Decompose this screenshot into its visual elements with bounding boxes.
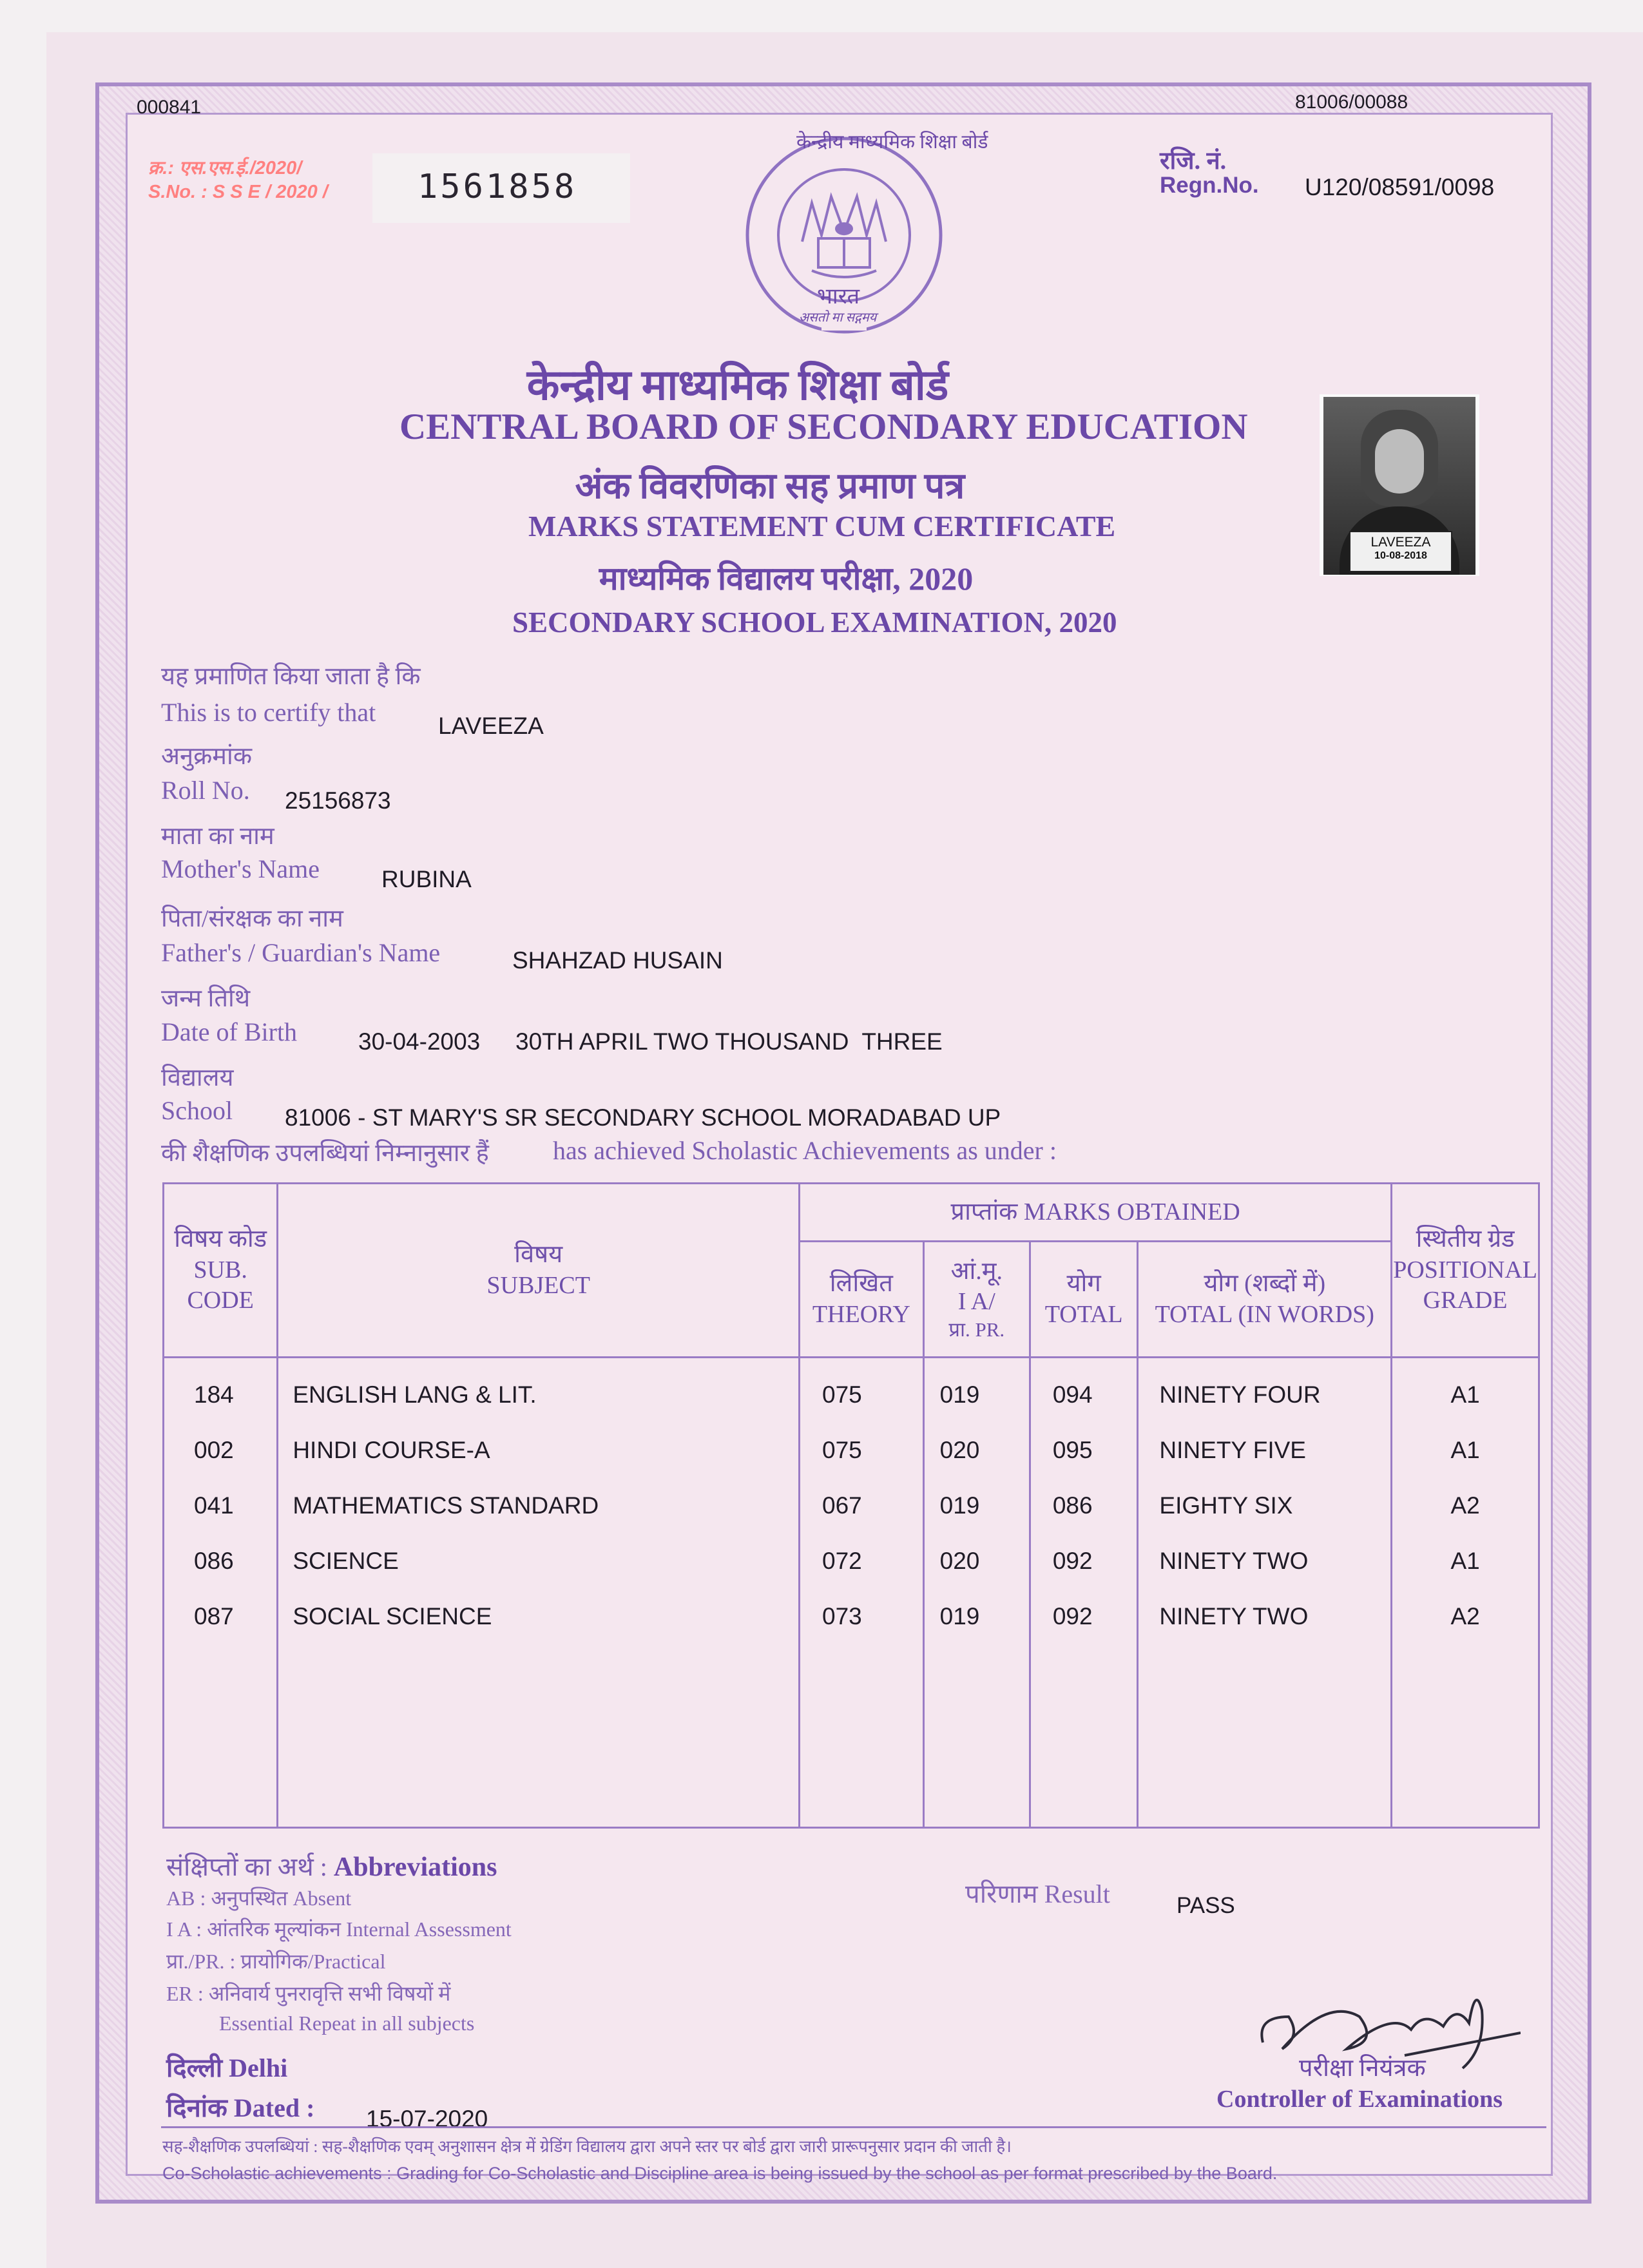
abbr-er2: Essential Repeat in all subjects <box>219 2012 475 2035</box>
col-grade <box>1392 1358 1539 1828</box>
certify-english: This is to certify that <box>161 698 376 727</box>
code-cell: 087 <box>194 1603 234 1629</box>
subject-cell: HINDI COURSE-A <box>293 1437 490 1463</box>
header-grade-en1: POSITIONAL <box>1393 1256 1537 1283</box>
subject-cell: SOCIAL SCIENCE <box>293 1603 492 1629</box>
ia-cell: 020 <box>939 1548 980 1574</box>
left-serial: 000841 <box>137 97 202 118</box>
header-grade-en2: GRADE <box>1423 1287 1508 1314</box>
words-cell: NINETY TWO <box>1159 1548 1309 1574</box>
code-cell: 041 <box>194 1492 234 1519</box>
father-hindi: पिता/संरक्षक का नाम <box>161 905 343 932</box>
table-body-row <box>164 1358 1539 1828</box>
date-value: 15-07-2020 <box>366 2106 488 2132</box>
ia-cell: 020 <box>939 1437 980 1463</box>
place-hindi: दिल्ली <box>166 2053 223 2082</box>
result-label-hindi: परिणाम <box>965 1879 1038 1908</box>
sno-hindi: क्र.: एस.एस.ई./2020/ <box>148 158 302 178</box>
col-total <box>1030 1358 1138 1828</box>
achieved-hindi: की शैक्षणिक उपलब्धियां निम्नानुसार हैं <box>161 1140 489 1167</box>
title-cert-english: MARKS STATEMENT CUM CERTIFICATE <box>528 510 1116 543</box>
mother-hindi: माता का नाम <box>161 823 274 850</box>
mother-english: Mother's Name <box>161 854 320 883</box>
note-hindi: सह-शैक्षणिक उपलब्धियां : सह-शैक्षणिक एवम् अनुशासन क्षेत्र में ग्रेडिंग विद्यालय द्वारा अपने स्तर पर बोर्ड द्वारा जारी प्रारूपनुसार प्रदान की जाती है। <box>162 2137 1012 2156</box>
regn-value: U120/08591/0098 <box>1305 174 1495 200</box>
words-cell: NINETY FOUR <box>1159 1381 1321 1408</box>
title-board-hindi: केन्द्रीय माध्यमिक शिक्षा बोर्ड <box>526 362 949 409</box>
ia-cell: 019 <box>939 1381 980 1408</box>
father-value: SHAHZAD HUSAIN <box>512 947 723 974</box>
place <box>166 2049 287 2084</box>
abbreviations-title <box>166 1848 497 1883</box>
dob-english: Date of Birth <box>161 1017 298 1046</box>
dated-english: Dated : <box>233 2093 315 2122</box>
header-theory-hindi: लिखित <box>829 1270 893 1297</box>
controller-hindi: परीक्षा नियंत्रक <box>1299 2055 1426 2082</box>
theory-cell: 067 <box>822 1492 862 1519</box>
header-sub-code <box>164 1184 278 1358</box>
header-total <box>1030 1242 1138 1358</box>
candidate-photo <box>1320 394 1479 576</box>
header-marks-english: MARKS OBTAINED <box>1023 1198 1240 1225</box>
total-cell: 086 <box>1052 1492 1093 1519</box>
photo-date: 10-08-2018 <box>1374 550 1427 561</box>
grade-cell: A2 <box>1450 1603 1480 1629</box>
result-label <box>965 1875 1110 1910</box>
regn-hindi: रजि. नं. <box>1160 148 1227 175</box>
col-words <box>1138 1358 1392 1828</box>
total-cell: 092 <box>1052 1603 1093 1629</box>
col-theory <box>800 1358 924 1828</box>
header-subject-hindi: विषय <box>514 1241 563 1268</box>
roll-english: Roll No. <box>161 776 250 805</box>
col-ia <box>923 1358 1030 1828</box>
father-english: Father's / Guardian's Name <box>161 938 441 967</box>
title-board-english: CENTRAL BOARD OF SECONDARY EDUCATION <box>399 407 1248 447</box>
abbr-ia: I A : आंतरिक मूल्यांकन Internal Assessment <box>166 1917 512 1941</box>
dated-hindi: दिनांक <box>166 2093 227 2122</box>
title-cert-hindi: अंक विवरणिका सह प्रमाण पत्र <box>575 466 965 506</box>
header-total-hindi: योग <box>1066 1270 1101 1297</box>
abbr-pr: प्रा./PR. : प्रायोगिक/Practical <box>166 1950 386 1973</box>
theory-cell: 075 <box>822 1381 862 1408</box>
total-cell: 092 <box>1052 1548 1093 1574</box>
header-words-english: TOTAL (IN WORDS) <box>1155 1300 1374 1328</box>
achieved-english: has achieved Scholastic Achievements as under : <box>553 1136 1057 1165</box>
footer-divider <box>161 2126 1546 2128</box>
code-cell: 086 <box>194 1548 234 1574</box>
candidate-name: LAVEEZA <box>438 713 544 739</box>
total-cell: 095 <box>1052 1437 1093 1463</box>
header-total-words <box>1138 1242 1392 1358</box>
grade-cell: A1 <box>1450 1548 1480 1574</box>
roll-value: 25156873 <box>285 787 391 814</box>
header-total-english: TOTAL <box>1044 1300 1123 1328</box>
ia-cell: 019 <box>939 1603 980 1629</box>
abbr-er: ER : अनिवार्य पुनरावृत्ति सभी विषयों में <box>166 1982 451 2005</box>
school-english: School <box>161 1096 233 1125</box>
right-serial: 81006/00088 <box>1295 91 1408 113</box>
words-cell: EIGHTY SIX <box>1159 1492 1293 1519</box>
title-exam-hindi: माध्यमिक विद्यालय परीक्षा, 2020 <box>599 561 974 597</box>
header-code-en2: CODE <box>187 1287 254 1314</box>
theory-cell: 072 <box>822 1548 862 1574</box>
col-code <box>164 1358 278 1828</box>
result-label-english: Result <box>1044 1879 1110 1908</box>
header-grade <box>1392 1184 1539 1358</box>
emblem-top-text: केन्द्रीय माध्यमिक शिक्षा बोर्ड <box>796 131 988 153</box>
abbr-title-hindi: संक्षिप्तों का अर्थ : <box>166 1852 327 1881</box>
school-value: 81006 - ST MARY'S SR SECONDARY SCHOOL MORADABAD UP <box>285 1104 1001 1131</box>
dated-label <box>166 2089 314 2124</box>
header-ia <box>923 1242 1030 1358</box>
header-ia-english: I A/ <box>957 1288 995 1316</box>
header-marks-obtained <box>800 1184 1392 1242</box>
grade-cell: A1 <box>1450 1381 1480 1408</box>
controller-english: Controller of Examinations <box>1216 2086 1503 2113</box>
col-subject <box>278 1358 800 1828</box>
serial-number: 1561858 <box>418 168 577 206</box>
sno-english: S.No. : S S E / 2020 / <box>148 182 328 202</box>
mother-value: RUBINA <box>381 866 472 892</box>
header-code-en1: SUB. <box>193 1256 247 1283</box>
dob-value: 30-04-2003 <box>358 1028 481 1055</box>
grade-cell: A1 <box>1450 1437 1480 1463</box>
emblem-motto: असतो मा सद्गमय <box>799 311 877 325</box>
serial-number-box <box>372 153 630 223</box>
title-exam-english: SECONDARY SCHOOL EXAMINATION, 2020 <box>512 606 1117 639</box>
subject-cell: ENGLISH LANG & LIT. <box>293 1381 537 1408</box>
regn-label: Regn.No. <box>1160 173 1259 198</box>
total-cell: 094 <box>1052 1381 1093 1408</box>
photo-name: LAVEEZA <box>1370 535 1431 550</box>
header-code-hindi: विषय कोड <box>174 1225 267 1253</box>
grade-cell: A2 <box>1450 1492 1480 1519</box>
result-value: PASS <box>1177 1893 1235 1918</box>
marks-table <box>162 1182 1540 1829</box>
header-ia-pr: प्रा. PR. <box>948 1318 1005 1341</box>
ia-cell: 019 <box>939 1492 980 1519</box>
code-cell: 002 <box>194 1437 234 1463</box>
header-theory <box>800 1242 924 1358</box>
header-subject-english: SUBJECT <box>486 1271 590 1299</box>
header-ia-hindi: आं.मू. <box>950 1257 1003 1285</box>
header-theory-english: THEORY <box>812 1300 910 1328</box>
abbr-title-english: Abbreviations <box>333 1852 497 1882</box>
roll-hindi: अनुक्रमांक <box>161 743 253 770</box>
dob-hindi: जन्म तिथि <box>161 985 251 1012</box>
header-words-hindi: योग (शब्दों में) <box>1204 1270 1326 1297</box>
place-english: Delhi <box>229 2053 288 2082</box>
words-cell: NINETY TWO <box>1159 1603 1309 1629</box>
note-english: Co-Scholastic achievements : Grading for Co-Scholastic and Discipline area is being issued by the school as per format prescribed by the Board. <box>162 2164 1278 2183</box>
subject-cell: SCIENCE <box>293 1548 399 1574</box>
subject-cell: MATHEMATICS STANDARD <box>293 1492 599 1519</box>
dob-words: 30TH APRIL TWO THOUSAND THREE <box>515 1028 943 1055</box>
theory-cell: 075 <box>822 1437 862 1463</box>
header-subject <box>278 1184 800 1358</box>
header-marks-hindi: प्राप्तांक <box>950 1198 1018 1225</box>
header-grade-hindi: स्थितीय ग्रेड <box>1416 1225 1515 1253</box>
abbr-ab: AB : अनुपस्थित Absent <box>166 1887 352 1910</box>
theory-cell: 073 <box>822 1603 862 1629</box>
certify-hindi: यह प्रमाणित किया जाता है कि <box>161 663 421 690</box>
school-hindi: विद्यालय <box>161 1064 234 1091</box>
emblem-bottom-text: भारत <box>817 285 860 309</box>
code-cell: 184 <box>194 1381 234 1408</box>
words-cell: NINETY FIVE <box>1159 1437 1306 1463</box>
